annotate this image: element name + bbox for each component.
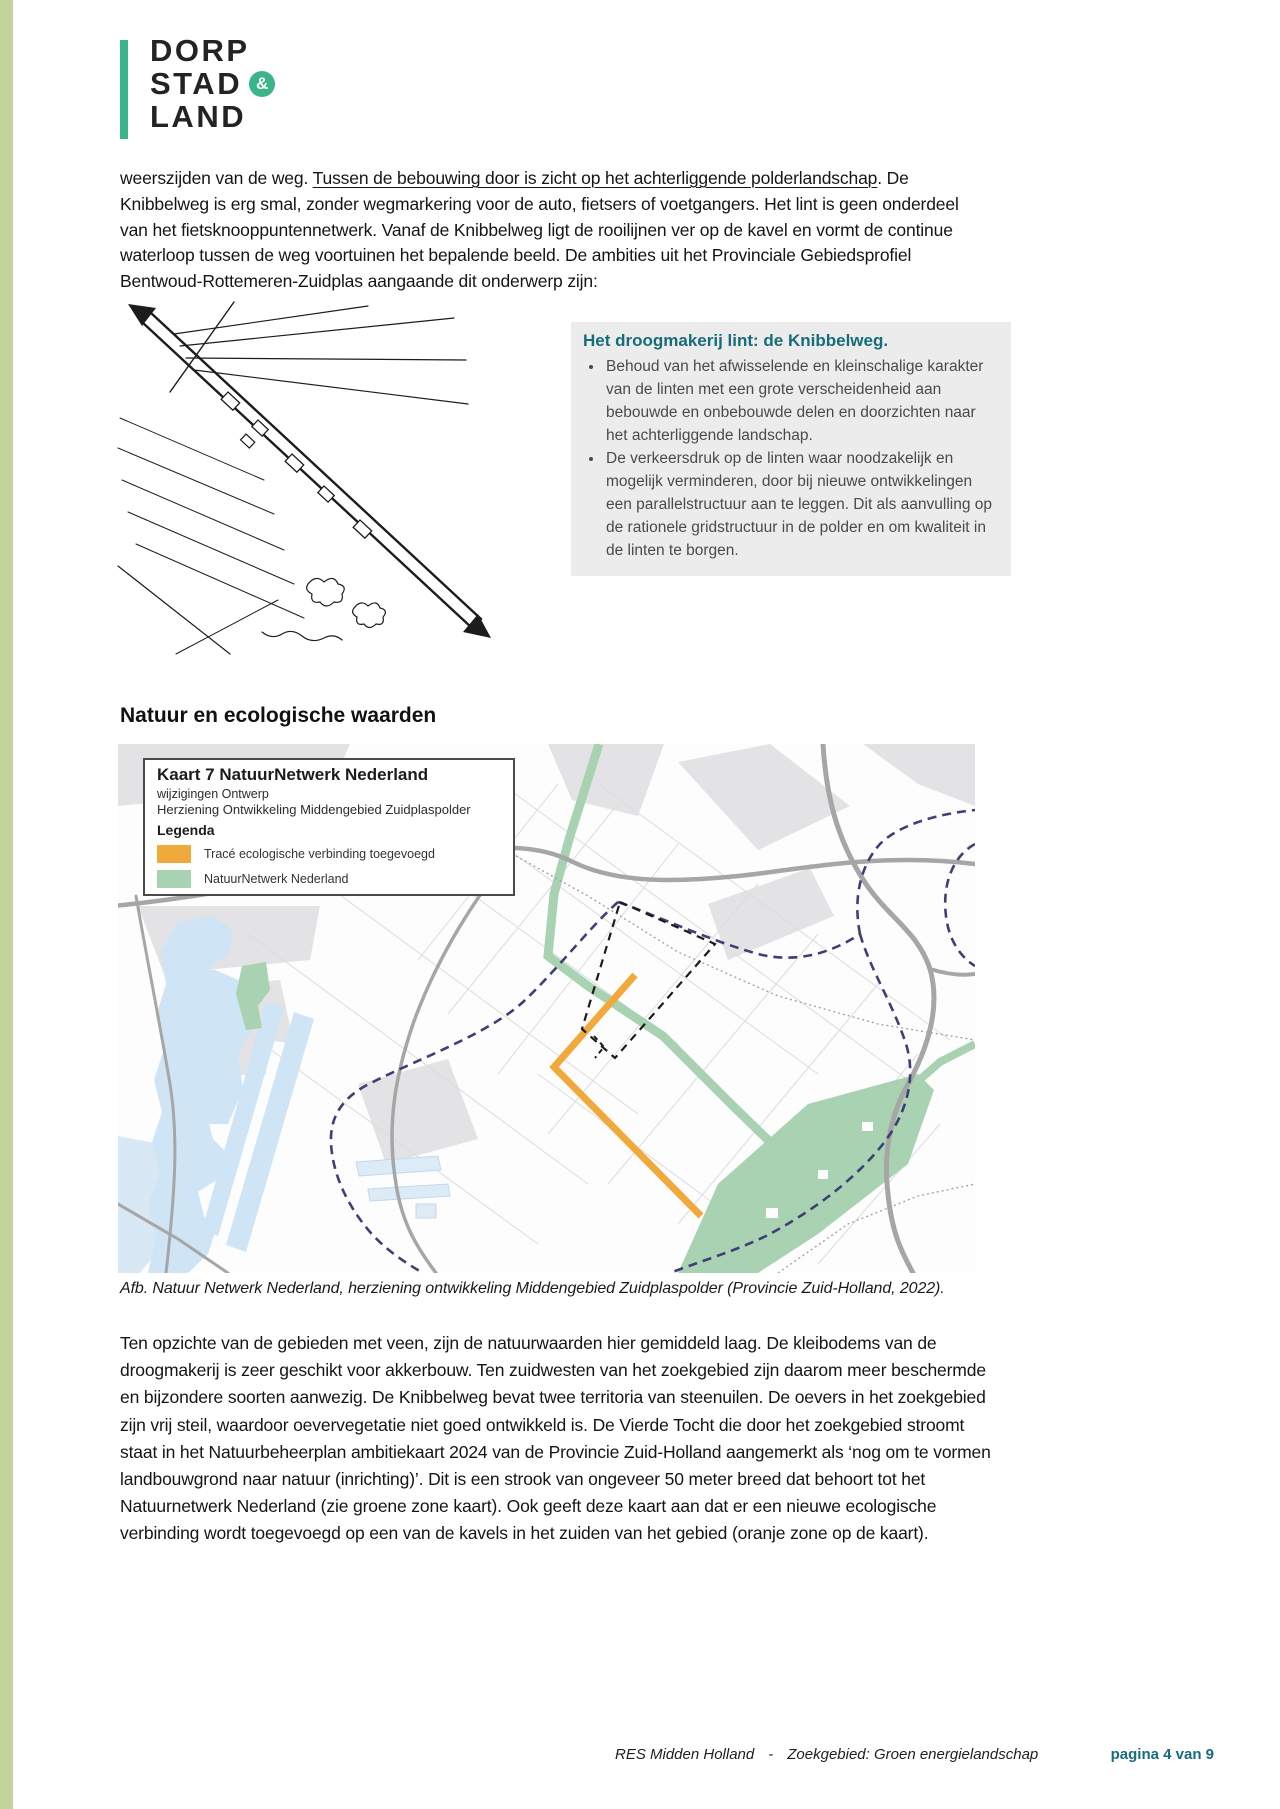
legend-label: Legenda bbox=[157, 822, 215, 838]
ambition-bullet: • Behoud van het afwisselende en kleinschalige karakter van de linten met een grote verscheidenheid aan bebouwde en onbebouwde delen en doorzichten naar het achterliggende landschap. bbox=[604, 355, 997, 447]
map-legend bbox=[143, 758, 515, 896]
ambition-box-title: Het droogmakerij lint: de Knibbelweg. bbox=[583, 331, 889, 350]
page-edge-strip bbox=[0, 0, 13, 1809]
logo-word-dorp: DORP bbox=[150, 33, 250, 68]
dorp-stad-land-logo bbox=[150, 34, 275, 133]
footer-separator: - bbox=[768, 1746, 774, 1763]
intro-paragraph bbox=[120, 166, 990, 295]
body-paragraph: Ten opzichte van de gebieden met veen, zijn de natuurwaarden hier gemiddeld laag. De kleibodems van de droogmakerij is zeer geschikt voor akkerbouw. Ten zuidwesten van het zoekgebied zijn daarom meer beschermde en bijzondere soorten aanwezig. De Knibbelweg bevat twee territoria van steenuilen. De oevers in het zoekgebied zijn vrij steil, waardoor oevervegetatie niet goed ontwikkeld is. De Vierde Tocht die door het zoekgebied stroomt staat in het Natuurbeheerplan ambitiekaart 2024 van de Provincie Zuid-Holland aangemerkt als ‘nog om te vormen landbouwgrond naar natuur (inrichting)’. Dit is een strook van ongeveer 50 meter breed dat behoort tot het Natuurnetwerk Nederland (zie groene zone kaart). Ook geeft deze kaart aan dat er een nieuwe ecologische verbinding wordt toegevoegd op een van de kavels in het zuiden van het gebied (oranje zone op de kaart). bbox=[120, 1333, 991, 1544]
map-figure bbox=[118, 744, 975, 1273]
legend-item-nnn: NatuurNetwerk Nederland bbox=[157, 870, 503, 888]
logo-green-bar bbox=[120, 40, 128, 139]
legend-title: Kaart 7 NatuurNetwerk Nederland bbox=[157, 765, 429, 784]
legend-swatch-orange bbox=[157, 845, 191, 863]
intro-text-pre: weerszijden van de weg. bbox=[120, 168, 313, 188]
ambition-box bbox=[571, 322, 1011, 576]
ambition-bullet-list bbox=[583, 355, 997, 562]
ambition-bullet: • De verkeersdruk op de linten waar noodzakelijk en mogelijk verminderen, door bij nieuwe ontwikkelingen een parallelstructuur aan te leggen. Dit als aanvulling op de rationele gridstructuur in de polder en om kwaliteit in de linten te borgen. bbox=[604, 447, 997, 562]
intro-text-underlined: Tussen de bebouwing door is zicht op het achterliggende polderlandschap bbox=[312, 168, 878, 188]
legend-subtitle-1: wijzigingen Ontwerp bbox=[157, 787, 269, 801]
legend-item-trace: Tracé ecologische verbinding toegevoegd bbox=[157, 845, 503, 863]
map-caption: Afb. Natuur Netwerk Nederland, herziening ontwikkeling Middengebied Zuidplaspolder (Provincie Zuid-Holland, 2022). bbox=[120, 1280, 945, 1297]
footer-doc-title: RES Midden Holland bbox=[615, 1746, 755, 1763]
legend-subtitle-2: Herziening Ontwikkeling Middengebied Zuidplaspolder bbox=[157, 802, 471, 817]
logo-ampersand-icon: & bbox=[249, 71, 275, 97]
lint-sketch-figure bbox=[112, 298, 504, 660]
logo-word-land: LAND bbox=[150, 99, 247, 134]
logo-word-stad: STAD bbox=[150, 66, 243, 101]
page-number: pagina 4 van 9 bbox=[1110, 1746, 1214, 1763]
footer-subtitle: Zoekgebied: Groen energielandschap bbox=[787, 1746, 1039, 1763]
legend-swatch-green bbox=[157, 870, 191, 888]
section-heading: Natuur en ecologische waarden bbox=[120, 704, 437, 727]
page-footer bbox=[615, 1746, 1214, 1763]
intro-text-post: . De Knibbelweg is erg smal, zonder wegmarkering voor de auto, fietsers of voetgangers. Het lint is geen onderdeel van het fietsknooppuntennetwerk. Vanaf de Knibbelweg ligt de rooilijnen ver op de kavel en vormt de continue waterloop tussen de weg voortuinen het bepalende beeld. De ambities uit het Provinciale Gebiedsprofiel Bentwoud-Rottemeren-Zuidplas aangaande dit onderwerp zijn: bbox=[120, 168, 959, 292]
